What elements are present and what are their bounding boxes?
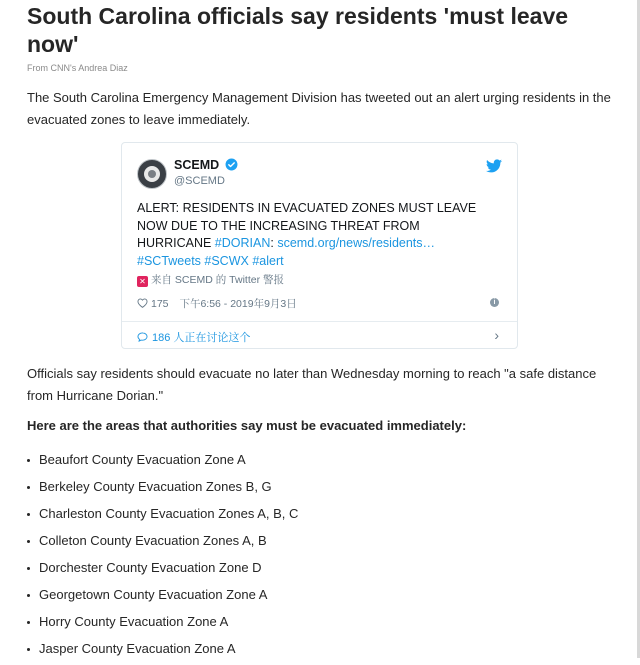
- tweet-timestamp[interactable]: 下午6:56 - 2019年9月3日: [179, 298, 297, 310]
- verified-badge-icon: [225, 158, 238, 171]
- article-byline: From CNN's Andrea Diaz: [27, 63, 128, 73]
- tweet-text: [137, 200, 497, 270]
- tweet-author-handle[interactable]: @SCEMD: [174, 175, 225, 187]
- tweet-author-name[interactable]: SCEMD: [174, 158, 220, 172]
- hashtag-dorian[interactable]: #DORIAN: [214, 236, 271, 250]
- alert-source-icon: ✕: [137, 276, 148, 287]
- tweet-source-label: 来自 SCEMD 的 Twitter 警报: [151, 274, 285, 286]
- list-item: Berkeley County Evacuation Zones B, G: [27, 476, 298, 503]
- list-item: Charleston County Evacuation Zones A, B, C: [27, 503, 298, 530]
- evacuation-areas-list: [27, 449, 298, 665]
- embedded-tweet[interactable]: [121, 142, 518, 349]
- list-item: Beaufort County Evacuation Zone A: [27, 449, 298, 476]
- tweet-hashtags[interactable]: #SCTweets #SCWX #alert: [137, 253, 284, 268]
- tweet-link[interactable]: scemd.org/news/residents…: [273, 236, 436, 250]
- info-icon[interactable]: i: [490, 298, 499, 307]
- tweet-meta: [137, 296, 297, 311]
- list-item: Dorchester County Evacuation Zone D: [27, 557, 298, 584]
- twitter-bird-icon[interactable]: [486, 159, 502, 173]
- heart-icon[interactable]: [137, 298, 148, 308]
- tweet-source: [137, 272, 284, 287]
- tweet-text-colon: :: [270, 236, 274, 250]
- article-intro: The South Carolina Emergency Management Division has tweeted out an alert urging residents in the evacuated zones to leave immediately.: [27, 90, 611, 127]
- article-headline: South Carolina officials say residents 'must leave now': [27, 3, 569, 57]
- chevron-right-icon[interactable]: ›: [494, 327, 499, 343]
- like-count[interactable]: 175: [151, 298, 169, 310]
- article-followup: Officials say residents should evacuate no later than Wednesday morning to reach "a safe distance from Hurricane Dorian.": [27, 366, 597, 403]
- list-item: Colleton County Evacuation Zones A, B: [27, 530, 298, 557]
- avatar-seal: [144, 166, 160, 182]
- list-item: Jasper County Evacuation Zone A: [27, 638, 298, 665]
- areas-heading: Here are the areas that authorities say must be evacuated immediately:: [27, 418, 467, 433]
- tweet-divider: [122, 321, 517, 322]
- tweet-text-main: ALERT: RESIDENTS IN EVACUATED ZONES MUST LEAVE NOW DUE TO THE INCREASING THREAT FROM HURRICANE: [137, 201, 477, 250]
- scemd-avatar[interactable]: [137, 159, 167, 189]
- list-item: Horry County Evacuation Zone A: [27, 611, 298, 638]
- list-item: Georgetown County Evacuation Zone A: [27, 584, 298, 611]
- reply-bubble-icon: [137, 332, 148, 342]
- reply-count-label[interactable]: 186 人正在讨论这个: [152, 332, 251, 344]
- tweet-conversation-link[interactable]: [137, 329, 250, 345]
